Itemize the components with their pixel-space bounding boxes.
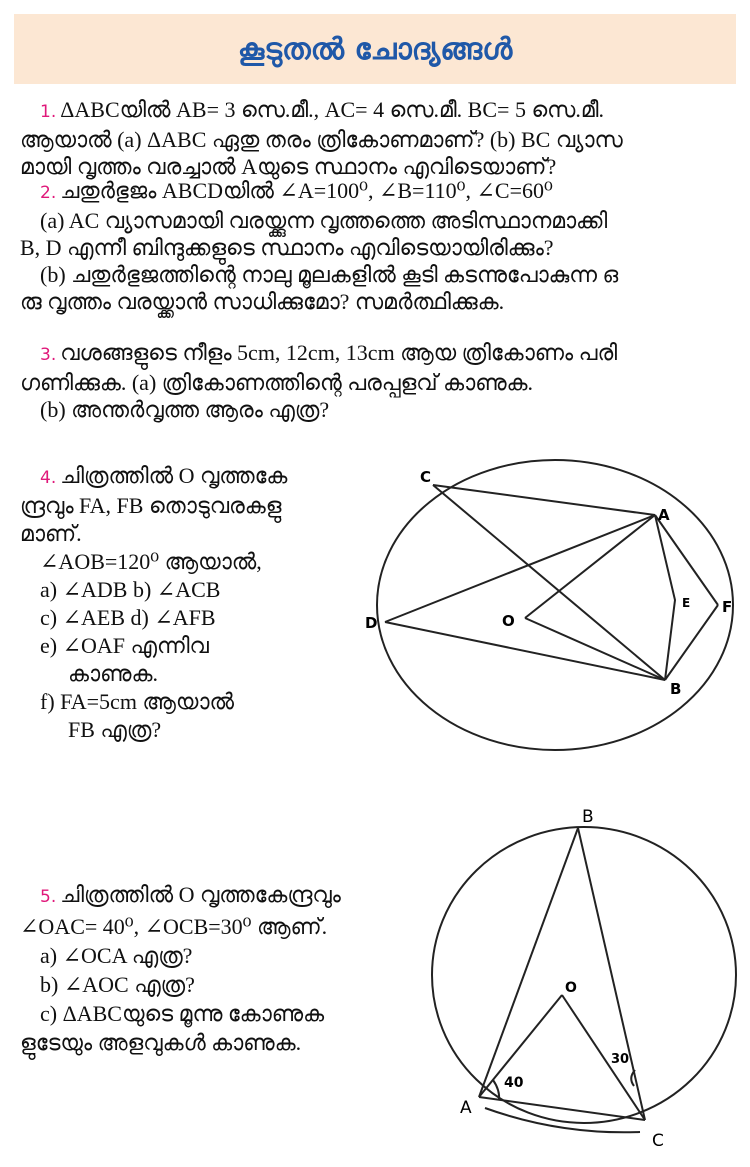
question-1-line [20,96,735,126]
question-5-line: c) ΔABCയുടെ മൂന്നു കോണുക [40,1001,325,1026]
segment-AB [479,828,578,1097]
question-text: ചിത്രത്തിൽ O വൃത്തകേന്ദ്രവും [60,882,341,907]
question-text: ചതുർഭുജം ABCDയിൽ ∠A=100⁰, ∠B=110⁰, ∠C=60⁰ [60,178,553,203]
angle-arc-a [493,1080,499,1100]
question-2-line: (b) ചതുർഭുജത്തിന്റെ നാലു മൂലകളിൽ കൂടി കടന്നുപോകുന്ന ഒ [40,262,619,287]
question-1 [20,96,735,180]
question-5-line [20,880,410,912]
segment-OA [525,515,655,618]
question-4-line: c) ∠AEB d) ∠AFB [40,605,216,630]
question-3 [20,339,735,423]
question-5-line: a) ∠OCA എത്ര? [40,943,193,968]
question-4-line: FB എത്ര? [68,717,162,742]
label-B: B [582,807,594,827]
question-3-line: ഗണിക്കുക. (a) ത്രികോണത്തിന്റെ പരപ്പളവ് കാണുക. [20,370,534,395]
segment-CA [433,485,655,515]
question-2-line: രു വൃത്തം വരയ്ക്കാൻ സാധിക്കുമോ? സമർത്ഥിക്കുക. [20,289,505,314]
question-4-line: ∠AOB=120⁰ ആയാൽ, [40,549,262,574]
question-5 [20,880,410,1057]
question-4-line: മാണ്. [20,521,82,546]
segment-DB [385,622,665,680]
question-number: 4. [40,468,57,488]
segment-OC [562,995,645,1120]
segment-OB [525,618,665,680]
segment-CB [433,485,665,680]
circle-figure-tangents [355,455,745,765]
angle-label-a: 40 [504,1075,524,1091]
question-3-line: (b) അന്തർവൃത്ത ആരം എത്ര? [40,397,330,422]
question-number: 2. [40,183,57,203]
page-title: കൂടുതൽ ചോദ്യങ്ങൾ [237,31,513,67]
question-text: ചിത്രത്തിൽ O വൃത്തകേ [60,463,288,488]
segment-DA [385,515,655,622]
label-O: O [502,612,515,630]
angle-label-c: 30 [611,1052,630,1067]
question-4-line [20,462,350,492]
label-O: O [565,980,577,996]
label-C: C [652,1131,664,1151]
segment-BC [578,828,645,1120]
label-F: F [722,598,733,616]
tangent-FA [655,515,718,605]
label-C: C [420,468,432,486]
question-4-line: a) ∠ADB b) ∠ACB [40,577,221,602]
question-2-line [20,177,735,207]
question-4-line: e) ∠OAF എന്നിവ [40,633,209,658]
question-4-line: f) FA=5cm ആയാൽ [40,689,235,714]
question-5-line: ∠OAC= 40⁰, ∠OCB=30⁰ ആണ്. [20,914,328,939]
question-4-line: ന്ദ്രവും FA, FB തൊടുവരകളു [20,493,282,518]
label-D: D [365,614,378,632]
segment-AC [479,1097,645,1120]
question-2-line: (a) AC വ്യാസമായി വരയ്ക്കുന്ന വൃത്തത്തെ അടിസ്ഥാനമാക്കി [40,208,608,233]
question-number: 1. [40,102,57,122]
title-banner [14,14,736,84]
question-3-line [20,339,735,369]
question-5-line: b) ∠AOC എത്ര? [40,972,195,997]
question-1-line: ആയാൽ (a) ΔABC ഏതു തരം ത്രികോണമാണ്? (b) BC വ്യാസ [20,127,623,152]
circle [432,827,736,1123]
question-text: ΔABCയിൽ AB= 3 സെ.മീ., AC= 4 സെ.മീ. BC= 5 സെ.മീ. [60,97,605,122]
question-5-line: ളുടേയും അളവുകൾ കാണുക. [20,1030,302,1055]
question-4-line: കാണുക. [68,661,158,686]
circle-figure-inscribed-triangle [420,800,745,1155]
question-text: വശങ്ങളുടെ നീളം 5cm, 12cm, 13cm ആയ ത്രികോണം പരി [60,340,618,365]
label-A: A [460,1098,472,1118]
question-4 [20,462,350,744]
question-2-line: B, D എന്നീ ബിന്ദുക്കളുടെ സ്ഥാനം എവിടെയായിരിക്കും? [20,235,554,260]
label-A: A [658,506,670,524]
label-E: E [682,596,691,610]
question-2 [20,177,735,315]
label-B: B [670,680,682,698]
question-number: 5. [40,887,57,907]
question-1-line: മായി വൃത്തം വരച്ചാൽ Aയുടെ സ്ഥാനം എവിടെയാണ്? [20,154,557,179]
question-number: 3. [40,345,57,365]
